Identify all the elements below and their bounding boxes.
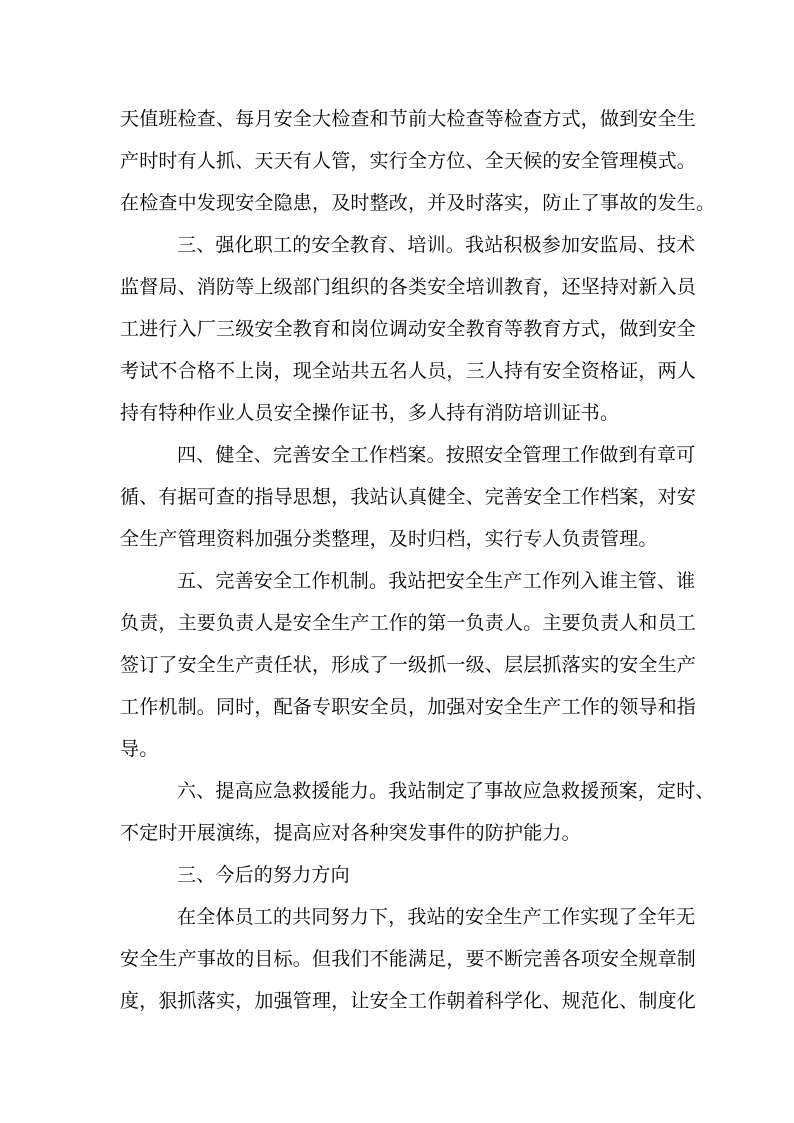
text-line: 导。: [120, 738, 159, 760]
text-line: 工进行入厂三级安全教育和岗位调动安全教育等教育方式，做到安全: [120, 318, 697, 340]
paragraph-start-line: 五、完善安全工作机制。我站把安全生产工作列入谁主管、谁: [177, 570, 696, 592]
text-line: 考试不合格不上岗，现全站共五名人员，三人持有安全资格证，两人: [120, 360, 697, 382]
text-line: 负责，主要负责人是安全生产工作的第一负责人。主要负责人和员工: [120, 612, 697, 634]
text-line: 签订了安全生产责任状，形成了一级抓一级、层层抓落实的安全生产: [120, 654, 697, 676]
text-line: 度，狠抓落实，加强管理，让安全工作朝着科学化、规范化、制度化: [120, 990, 697, 1012]
text-line: 不定时开展演练，提高应对各种突发事件的防护能力。: [120, 822, 581, 844]
text-line: 在检查中发现安全隐患，及时整改，并及时落实，防止了事故的发生。: [120, 192, 716, 214]
paragraph-start-line: 三、强化职工的安全教育、培训。我站积极参加安监局、技术: [177, 234, 696, 256]
paragraph-start-line: 四、健全、完善安全工作档案。按照安全管理工作做到有章可: [177, 444, 696, 466]
paragraph-start-line: 在全体员工的共同努力下，我站的安全生产工作实现了全年无: [177, 906, 696, 928]
text-line: 安全生产事故的目标。但我们不能满足，要不断完善各项安全规章制: [120, 948, 697, 970]
text-line: 天值班检查、每月安全大检查和节前大检查等检查方式，做到安全生: [120, 108, 697, 130]
paragraph-start-line: 六、提高应急救援能力。我站制定了事故应急救援预案，定时、: [177, 780, 715, 802]
section-heading: 三、今后的努力方向: [177, 864, 350, 886]
text-line: 产时时有人抓、天天有人管，实行全方位、全天候的安全管理模式。: [120, 150, 697, 172]
text-line: 监督局、消防等上级部门组织的各类安全培训教育，还坚持对新入员: [120, 276, 697, 298]
text-line: 全生产管理资料加强分类整理，及时归档，实行专人负责管理。: [120, 528, 658, 550]
text-line: 持有特种作业人员安全操作证书，多人持有消防培训证书。: [120, 402, 620, 424]
text-line: 循、有据可查的指导思想，我站认真健全、完善安全工作档案，对安: [120, 486, 697, 508]
text-line: 工作机制。同时，配备专职安全员，加强对安全生产工作的领导和指: [120, 696, 697, 718]
